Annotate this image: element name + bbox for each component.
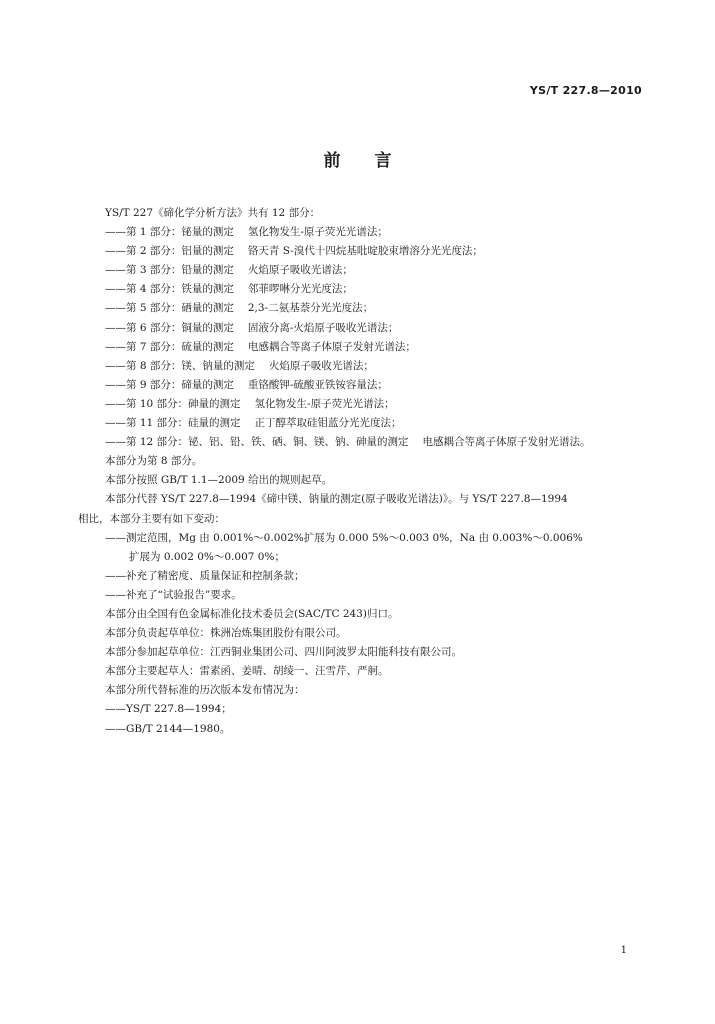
statement-line: 本部分主要起草人：雷素函、姜晴、胡绫一、汪雪芹、严舸。 <box>105 665 389 678</box>
part-item: ——第 7 部分：硫量的测定 电感耦合等离子体原子发射光谱法； <box>105 340 416 353</box>
part-item: ——第 6 部分：铜量的测定 固液分离-火焰原子吸收光谱法； <box>105 321 399 334</box>
change-item: ——补充了“试验报告”要求。 <box>105 588 242 601</box>
standard-code: YS/T 227.8—2010 <box>529 84 642 97</box>
change-item: ——测定范围，Mg 由 0.001%～0.002%扩展为 0.000 5%～0.003 0%，Na 由 0.003%～0.006% <box>105 531 583 544</box>
history-item: ——GB/T 2144—1980。 <box>105 722 231 735</box>
part-item: ——第 2 部分：铝量的测定 铬天青 S-溴代十四烷基吡啶胶束增溶分光光度法； <box>105 245 483 258</box>
part-item: ——第 4 部分：铁量的测定 邻菲啰啉分光光度法； <box>105 283 353 296</box>
statement-line: 本部分按照 GB/T 1.1—2009 给出的规则起草。 <box>105 474 333 487</box>
change-item-continuation: 扩展为 0.002 0%～0.007 0%； <box>129 550 285 563</box>
part-item: ——第 11 部分：硅量的测定 正丁醇萃取硅钼蓝分光光度法； <box>105 417 402 430</box>
statement-line: 本部分负责起草单位：株洲冶炼集团股份有限公司。 <box>105 627 347 640</box>
intro-line: YS/T 227《碲化学分析方法》共有 12 部分： <box>105 207 321 219</box>
part-item: ——第 3 部分：铅量的测定 火焰原子吸收光谱法； <box>105 264 353 277</box>
statement-line: 本部分代替 YS/T 227.8—1994《碲中镁、钠量的测定(原子吸收光谱法)》。与 YS/T 227.8—1994 <box>105 493 568 506</box>
part-item: ——第 10 部分：砷量的测定 氢化物发生-原子荧光光谱法； <box>105 397 395 410</box>
page-title: 前言 <box>323 151 426 171</box>
statement-line: 相比，本部分主要有如下变动： <box>78 512 225 525</box>
history-item: ——YS/T 227.8—1994； <box>105 703 232 716</box>
statement-line: 本部分参加起草单位：江西铜业集团公司、四川阿波罗太阳能科技有限公司。 <box>105 646 462 659</box>
part-item: ——第 12 部分：铋、铝、铅、铁、硒、铜、镁、钠、砷量的测定 电感耦合等离子体原子发射光谱法。 <box>105 436 591 449</box>
part-item: ——第 1 部分：铋量的测定 氢化物发生-原子荧光光谱法； <box>105 226 388 239</box>
change-item: ——补充了精密度、质量保证和控制条款； <box>105 569 305 582</box>
statement-line: 本部分为第 8 部分。 <box>105 455 203 468</box>
foreword-body <box>78 204 648 739</box>
page-number: 1 <box>620 945 627 956</box>
part-item: ——第 5 部分：硒量的测定 2,3-二氨基萘分光光度法； <box>105 302 374 315</box>
statement-line: 本部分由全国有色金属标准化技术委员会(SAC/TC 243)归口。 <box>105 607 399 620</box>
statement-line: 本部分所代替标准的历次版本发布情况为： <box>105 684 305 697</box>
part-item: ——第 9 部分：碲量的测定 重铬酸钾-硫酸亚铁铵容量法； <box>105 378 388 391</box>
part-item: ——第 8 部分：镁、钠量的测定 火焰原子吸收光谱法； <box>105 359 374 372</box>
